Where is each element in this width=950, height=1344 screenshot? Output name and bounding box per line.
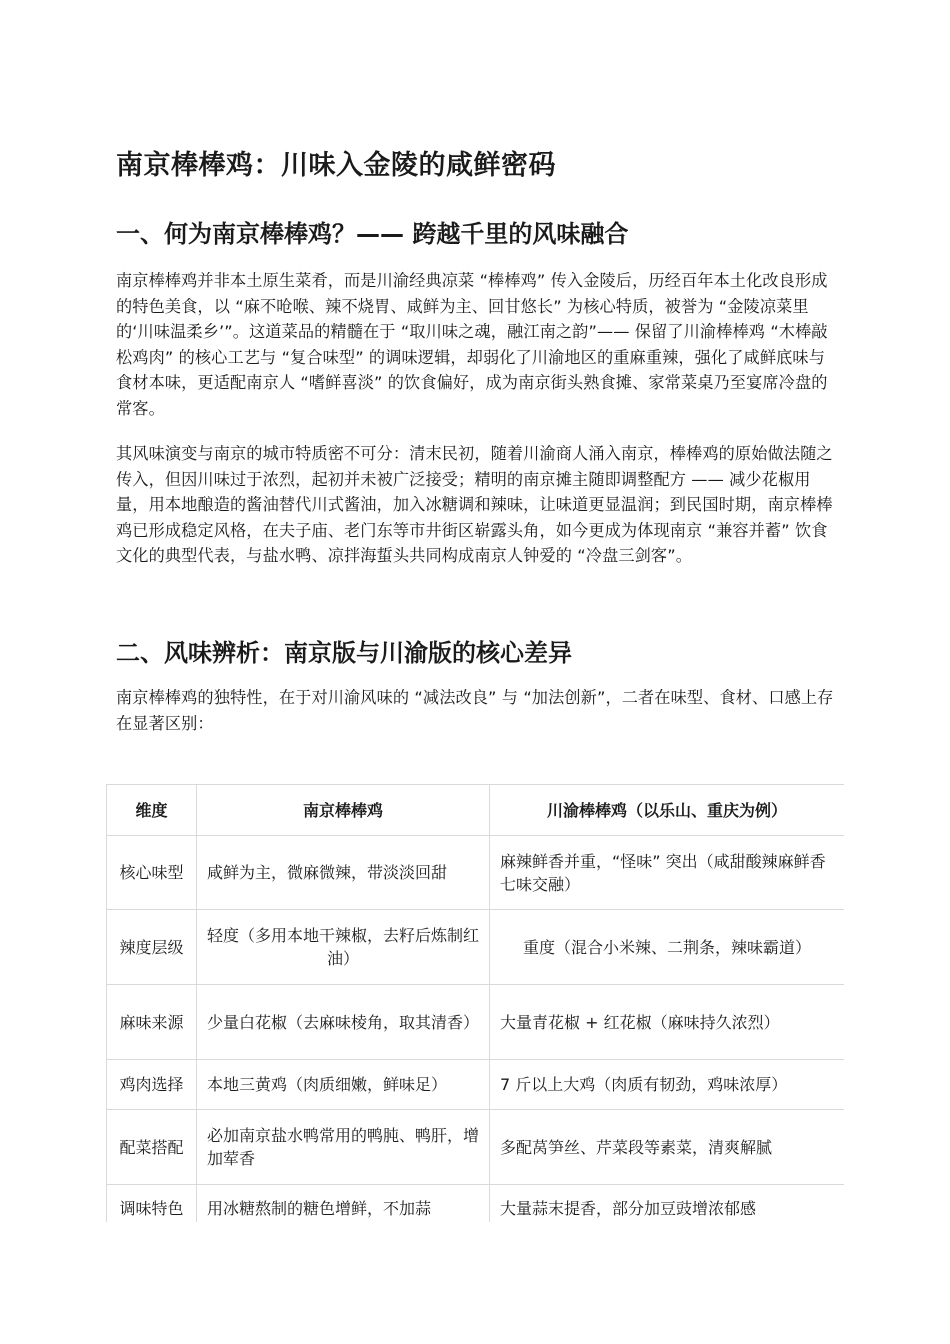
nanjing-cell: 本地三黄鸡（肉质细嫩，鲜味足）	[197, 1060, 490, 1110]
table-row	[107, 1185, 845, 1223]
chuanyu-cell: 大量青花椒 + 红花椒（麻味持久浓烈）	[490, 985, 845, 1060]
comparison-table-wrapper	[106, 784, 844, 1222]
dimension-cell: 核心味型	[107, 836, 197, 910]
page-title: 南京棒棒鸡：川味入金陵的咸鲜密码	[116, 150, 556, 181]
section-1-heading: 一、何为南京棒棒鸡？—— 跨越千里的风味融合	[116, 220, 629, 248]
nanjing-cell: 必加南京盐水鸭常用的鸭肫、鸭肝，增加荤香	[197, 1110, 490, 1185]
header-dimension: 维度	[107, 785, 197, 836]
chuanyu-cell: 大量蒜末提香，部分加豆豉增浓郁感	[490, 1185, 845, 1223]
header-nanjing: 南京棒棒鸡	[197, 785, 490, 836]
section-2-heading: 二、风味辨析：南京版与川渝版的核心差异	[116, 639, 572, 667]
nanjing-cell: 用冰糖熬制的糖色增鲜，不加蒜	[197, 1185, 490, 1223]
table-row	[107, 985, 845, 1060]
dimension-cell: 鸡肉选择	[107, 1060, 197, 1110]
chuanyu-cell: 麻辣鲜香并重，“怪味” 突出（咸甜酸辣麻鲜香七味交融）	[490, 836, 845, 910]
table-row	[107, 1060, 845, 1110]
chuanyu-cell: 7 斤以上大鸡（肉质有韧劲，鸡味浓厚）	[490, 1060, 845, 1110]
nanjing-cell: 少量白花椒（去麻味棱角，取其清香）	[197, 985, 490, 1060]
chuanyu-cell: 多配莴笋丝、芹菜段等素菜，清爽解腻	[490, 1110, 845, 1185]
section-1-paragraph-1: 南京棒棒鸡并非本土原生菜肴，而是川渝经典凉菜 “棒棒鸡” 传入金陵后，历经百年本土化改良形成的特色美食，以 “麻不呛喉、辣不烧胃、咸鲜为主、回甘悠长” 为核心特质，被誉为 “金陵凉菜里的‘川味温柔乡’”。这道菜品的精髓在于 “取川味之魂，融江南之韵”—— 保留了川渝棒棒鸡 “木棒敲松鸡肉” 的核心工艺与 “复合味型” 的调味逻辑，却弱化了川渝地区的重麻重辣，强化了咸鲜底味与食材本味，更适配南京人 “嗜鲜喜淡” 的饮食偏好，成为南京街头熟食摊、家常菜桌乃至宴席冷盘的常客。	[116, 271, 828, 418]
comparison-table	[106, 784, 844, 1222]
table-header-row	[107, 785, 845, 836]
nanjing-cell: 咸鲜为主，微麻微辣，带淡淡回甜	[197, 836, 490, 910]
section-2-intro: 南京棒棒鸡的独特性，在于对川渝风味的 “减法改良” 与 “加法创新”，二者在味型、食材、口感上存在显著区别：	[116, 688, 834, 733]
table-row	[107, 836, 845, 910]
dimension-cell: 调味特色	[107, 1185, 197, 1223]
chuanyu-cell: 重度（混合小米辣、二荆条，辣味霸道）	[490, 910, 845, 985]
nanjing-cell: 轻度（多用本地干辣椒，去籽后炼制红油）	[197, 910, 490, 985]
dimension-cell: 辣度层级	[107, 910, 197, 985]
header-chuanyu: 川渝棒棒鸡（以乐山、重庆为例）	[490, 785, 845, 836]
section-1-paragraph-2: 其风味演变与南京的城市特质密不可分：清末民初，随着川渝商人涌入南京，棒棒鸡的原始做法随之传入，但因川味过于浓烈，起初并未被广泛接受；精明的南京摊主随即调整配方 —— 减少花椒用量，用本地酿造的酱油替代川式酱油，加入冰糖调和辣味，让味道更显温润；到民国时期，南京棒棒鸡已形成稳定风格，在夫子庙、老门东等市井街区崭露头角，如今更成为体现南京 “兼容并蓄” 饮食文化的典型代表，与盐水鸭、凉拌海蜇头共同构成南京人钟爱的 “冷盘三剑客”。	[116, 444, 833, 565]
dimension-cell: 配菜搭配	[107, 1110, 197, 1185]
dimension-cell: 麻味来源	[107, 985, 197, 1060]
table-row	[107, 910, 845, 985]
table-row	[107, 1110, 845, 1185]
